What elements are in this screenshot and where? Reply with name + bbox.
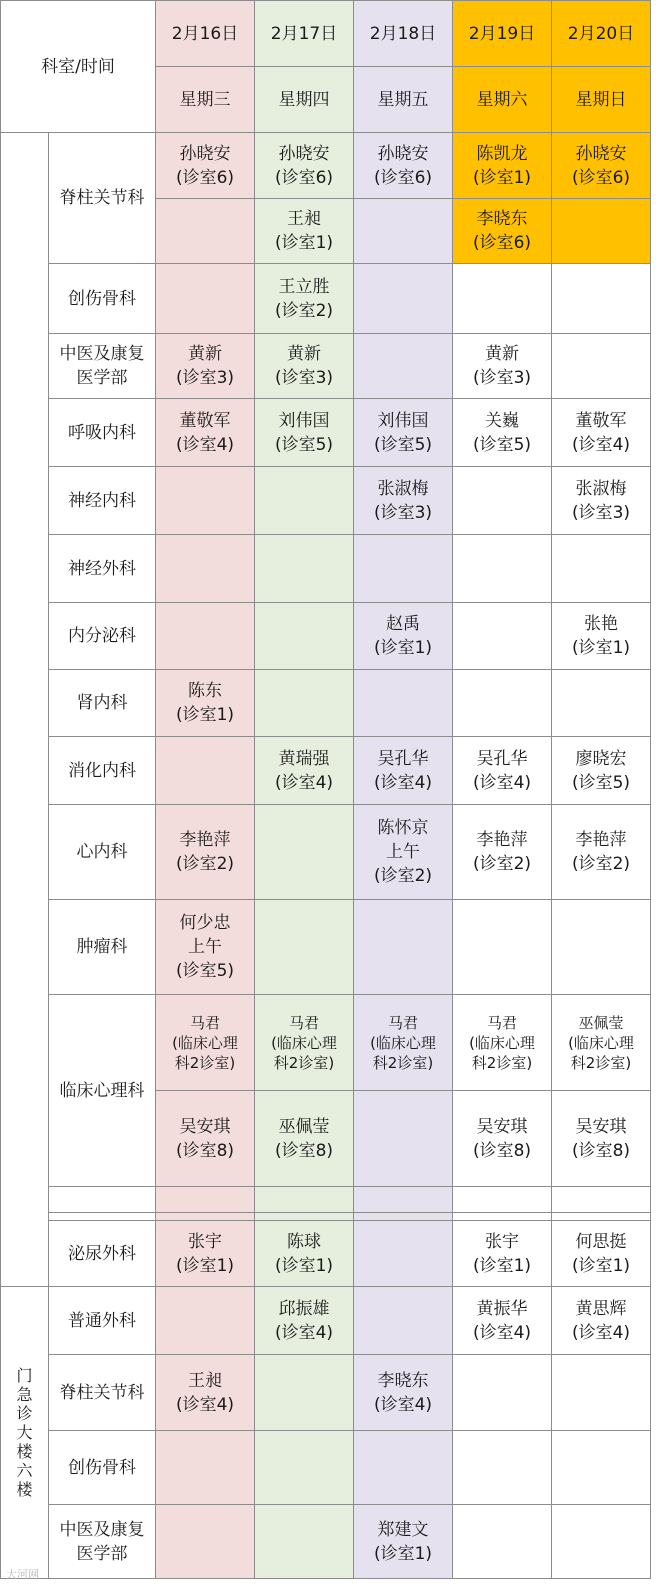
dept-cell: 中医及康复 医学部 (49, 1505, 156, 1579)
schedule-cell: 陈东 (诊室1) (156, 670, 255, 737)
schedule-cell (156, 1505, 255, 1579)
schedule-cell (156, 1431, 255, 1505)
schedule-cell: 刘伟国 (诊室5) (354, 399, 453, 467)
schedule-cell (255, 1505, 354, 1579)
dept-cell: 中医及康复 医学部 (49, 334, 156, 399)
schedule-cell (552, 900, 651, 995)
schedule-cell: 黄新 (诊室3) (453, 334, 552, 399)
dept-cell: 消化内科 (49, 737, 156, 805)
schedule-cell (552, 535, 651, 603)
schedule-cell: 孙晓安 (诊室6) (255, 133, 354, 199)
dept-cell: 创伤骨科 (49, 1431, 156, 1505)
schedule-cell (552, 264, 651, 334)
date-header: 2月16日 (156, 1, 255, 67)
schedule-cell: 张宇 (诊室1) (453, 1221, 552, 1287)
schedule-cell (255, 1431, 354, 1505)
dept-cell: 内分泌科 (49, 603, 156, 670)
schedule-cell: 吴安琪 (诊室8) (453, 1091, 552, 1187)
schedule-cell: 赵禹 (诊室1) (354, 603, 453, 670)
dept-cell: 临床心理科 (49, 995, 156, 1187)
schedule-cell: 张艳 (诊室1) (552, 603, 651, 670)
schedule-cell: 巫佩莹 (临床心理 科2诊室) (552, 995, 651, 1091)
dept-cell: 呼吸内科 (49, 399, 156, 467)
schedule-cell: 陈球 (诊室1) (255, 1221, 354, 1287)
schedule-cell (255, 805, 354, 900)
schedule-cell (453, 670, 552, 737)
schedule-cell (354, 535, 453, 603)
dept-cell: 普通外科 (49, 1287, 156, 1355)
schedule-cell (255, 603, 354, 670)
schedule-cell (255, 670, 354, 737)
schedule-cell: 邱振雄 (诊室4) (255, 1287, 354, 1355)
schedule-cell: 张宇 (诊室1) (156, 1221, 255, 1287)
schedule-cell (156, 603, 255, 670)
schedule-cell (354, 199, 453, 264)
schedule-cell: 刘伟国 (诊室5) (255, 399, 354, 467)
location-cell-b: 门急诊大楼六楼 (1, 1287, 49, 1579)
schedule-cell: 陈怀京 上午 (诊室2) (354, 805, 453, 900)
weekday-header: 星期三 (156, 67, 255, 133)
dept-cell: 创伤骨科 (49, 264, 156, 334)
schedule-cell (156, 199, 255, 264)
schedule-cell (453, 900, 552, 995)
schedule-cell: 马君 (临床心理 科2诊室) (156, 995, 255, 1091)
dept-cell: 脊柱关节科 (49, 1355, 156, 1431)
schedule-cell (453, 535, 552, 603)
schedule-cell: 黄思辉 (诊室4) (552, 1287, 651, 1355)
schedule-cell: 张淑梅 (诊室3) (552, 467, 651, 535)
schedule-cell: 吴孔华 (诊室4) (453, 737, 552, 805)
schedule-cell (255, 467, 354, 535)
schedule-cell: 黄新 (诊室3) (156, 334, 255, 399)
schedule-cell (453, 1431, 552, 1505)
schedule-cell (255, 1355, 354, 1431)
schedule-cell: 廖晓宏 (诊室5) (552, 737, 651, 805)
date-header: 2月19日 (453, 1, 552, 67)
schedule-cell: 郑建文 (诊室1) (354, 1505, 453, 1579)
schedule-cell (453, 467, 552, 535)
corner-header: 科室/时间 (1, 1, 156, 133)
schedule-cell: 黄振华 (诊室4) (453, 1287, 552, 1355)
schedule-cell: 马君 (临床心理 科2诊室) (255, 995, 354, 1091)
schedule-cell: 孙晓安 (诊室6) (156, 133, 255, 199)
location-cell-a (1, 133, 49, 1287)
schedule-cell: 巫佩莹 (诊室8) (255, 1091, 354, 1187)
schedule-cell: 李艳萍 (诊室2) (453, 805, 552, 900)
dept-cell: 神经内科 (49, 467, 156, 535)
schedule-cell (354, 1431, 453, 1505)
schedule-cell (552, 670, 651, 737)
schedule-cell: 王立胜 (诊室2) (255, 264, 354, 334)
schedule-cell (156, 1287, 255, 1355)
schedule-cell: 何少忠 上午 (诊室5) (156, 900, 255, 995)
date-header: 2月18日 (354, 1, 453, 67)
schedule-cell: 吴孔华 (诊室4) (354, 737, 453, 805)
schedule-cell: 孙晓安 (诊室6) (552, 133, 651, 199)
schedule-cell: 李晓东 (诊室6) (453, 199, 552, 264)
schedule-cell: 何思挺 (诊室1) (552, 1221, 651, 1287)
dept-cell: 脊柱关节科 (49, 133, 156, 264)
schedule-cell: 马君 (临床心理 科2诊室) (453, 995, 552, 1091)
schedule-cell (156, 467, 255, 535)
schedule-cell (552, 1431, 651, 1505)
schedule-cell (354, 1221, 453, 1287)
schedule-cell (354, 264, 453, 334)
schedule-cell (156, 737, 255, 805)
schedule-cell (552, 334, 651, 399)
dept-cell: 神经外科 (49, 535, 156, 603)
schedule-cell (552, 1355, 651, 1431)
schedule-cell (156, 535, 255, 603)
schedule-cell (453, 603, 552, 670)
schedule-cell (552, 199, 651, 264)
schedule-cell (156, 264, 255, 334)
schedule-cell (453, 1355, 552, 1431)
dept-cell: 肿瘤科 (49, 900, 156, 995)
watermark: 大河网 (6, 1568, 39, 1581)
schedule-cell (354, 670, 453, 737)
schedule-cell (453, 1505, 552, 1579)
schedule-cell (354, 900, 453, 995)
schedule-cell (354, 334, 453, 399)
schedule-cell: 董敬军 (诊室4) (552, 399, 651, 467)
dept-cell: 泌尿外科 (49, 1221, 156, 1287)
schedule-cell (552, 1505, 651, 1579)
schedule-cell: 李艳萍 (诊室2) (552, 805, 651, 900)
schedule-cell: 李晓东 (诊室4) (354, 1355, 453, 1431)
weekday-header: 星期五 (354, 67, 453, 133)
weekday-header: 星期四 (255, 67, 354, 133)
schedule-cell: 马君 (临床心理 科2诊室) (354, 995, 453, 1091)
weekday-header: 星期六 (453, 67, 552, 133)
dept-cell: 心内科 (49, 805, 156, 900)
schedule-cell: 张淑梅 (诊室3) (354, 467, 453, 535)
weekday-header: 星期日 (552, 67, 651, 133)
date-header: 2月17日 (255, 1, 354, 67)
date-header: 2月20日 (552, 1, 651, 67)
dept-cell: 肾内科 (49, 670, 156, 737)
schedule-cell: 陈凯龙 (诊室1) (453, 133, 552, 199)
schedule-cell (354, 1091, 453, 1187)
schedule-cell: 关巍 (诊室5) (453, 399, 552, 467)
schedule-cell (255, 535, 354, 603)
schedule-cell: 黄新 (诊室3) (255, 334, 354, 399)
schedule-cell (255, 900, 354, 995)
schedule-cell: 王昶 (诊室4) (156, 1355, 255, 1431)
schedule-cell: 王昶 (诊室1) (255, 199, 354, 264)
schedule-cell: 吴安琪 (诊室8) (552, 1091, 651, 1187)
schedule-cell: 李艳萍 (诊室2) (156, 805, 255, 900)
schedule-cell: 董敬军 (诊室4) (156, 399, 255, 467)
schedule-cell: 黄瑞强 (诊室4) (255, 737, 354, 805)
schedule-cell (453, 264, 552, 334)
schedule-cell: 吴安琪 (诊室8) (156, 1091, 255, 1187)
schedule-cell (354, 1287, 453, 1355)
schedule-cell: 孙晓安 (诊室6) (354, 133, 453, 199)
